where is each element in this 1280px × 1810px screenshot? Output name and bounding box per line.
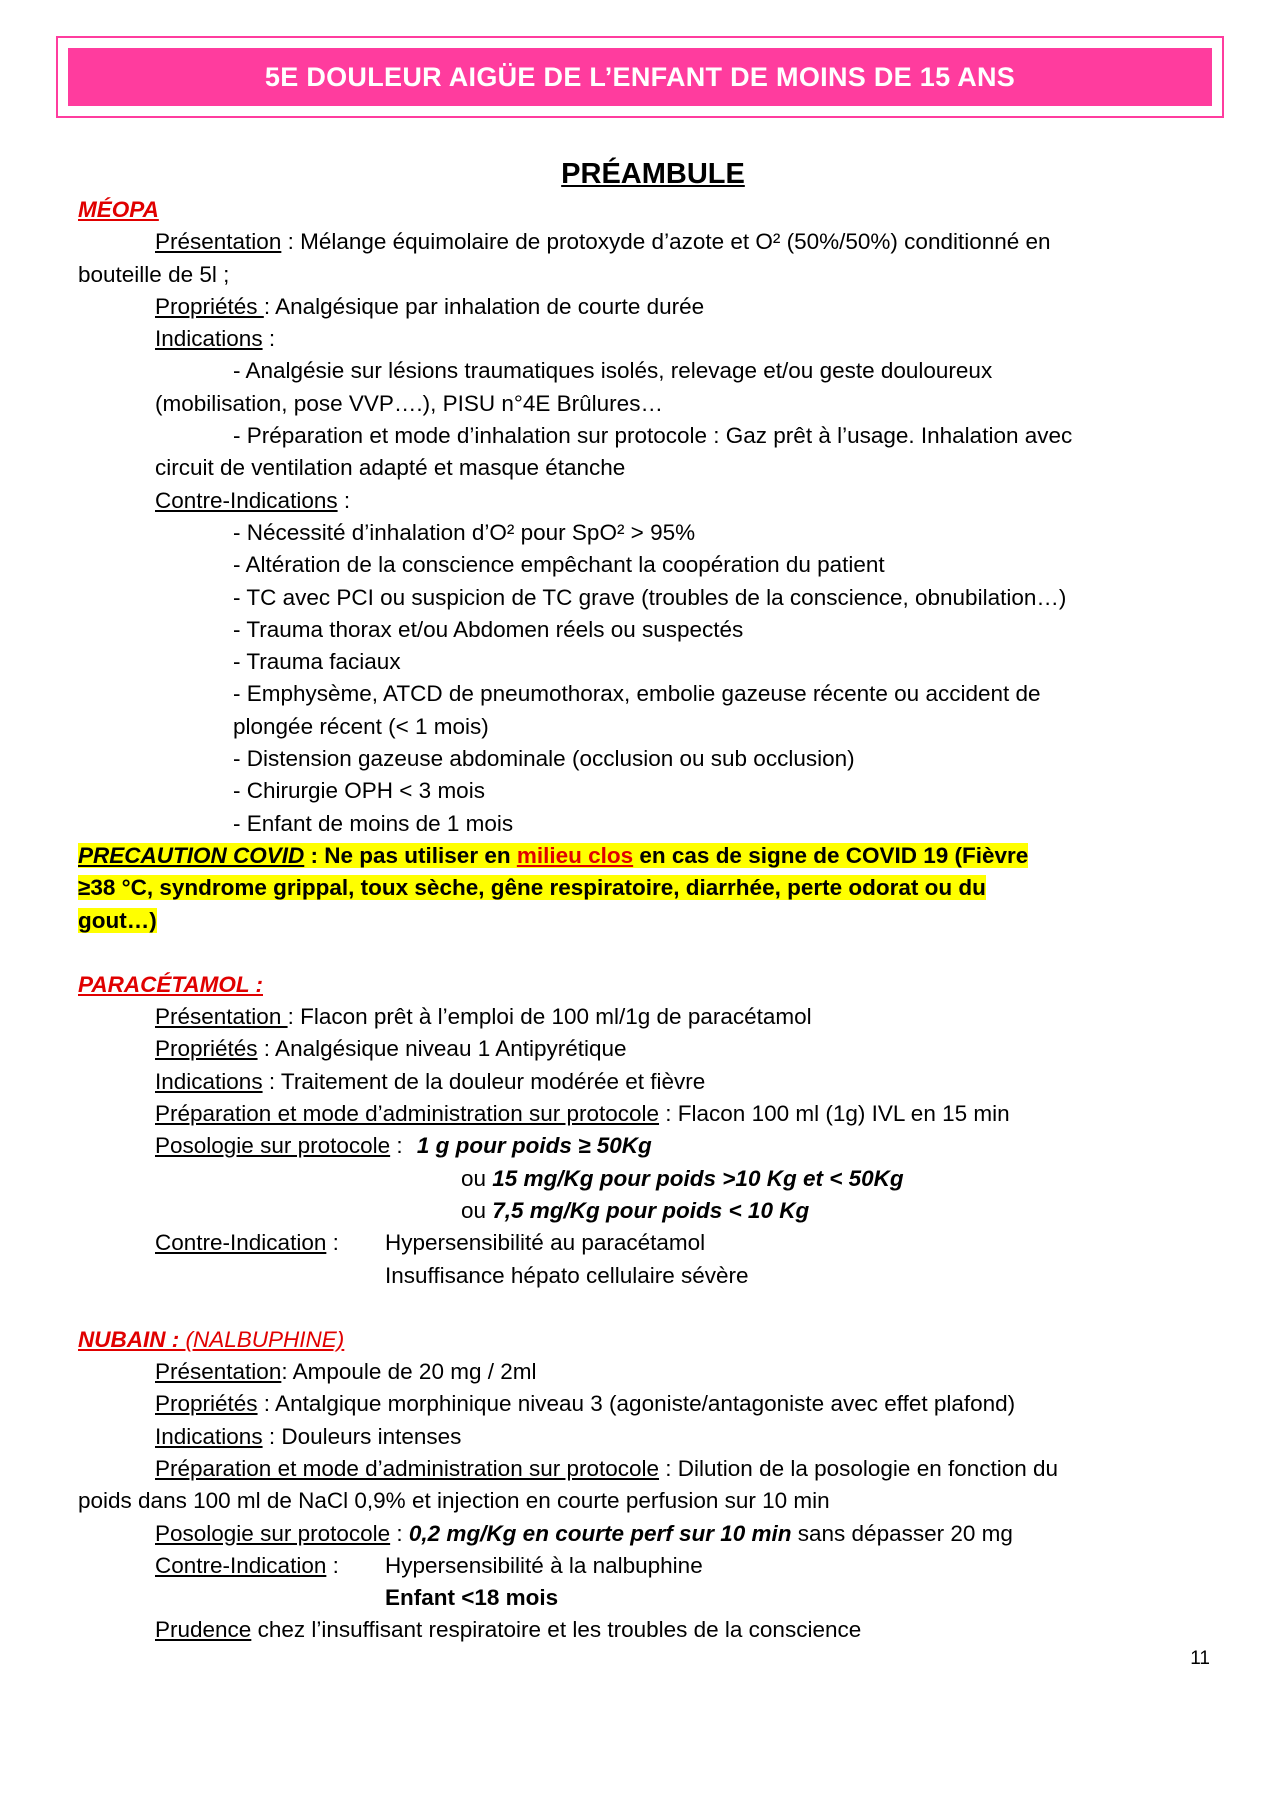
- title-banner: [56, 36, 1224, 118]
- label: Contre-Indications: [155, 487, 338, 513]
- covid-label: PRECAUTION COVID: [78, 842, 305, 868]
- page-number: 11: [1190, 1648, 1210, 1669]
- nubain-proprietes: [78, 1388, 1228, 1420]
- nubain-heading-sub: (NALBUPHINE): [185, 1326, 345, 1352]
- meopa-ci-item: - Distension gazeuse abdominale (occlusion ou sub occlusion): [233, 746, 855, 772]
- label: Propriétés: [155, 293, 264, 319]
- dose-text: 0,2 mg/Kg en courte perf sur 10 min: [408, 1520, 792, 1546]
- text: : Flacon 100 ml (1g) IVL en 15 min: [659, 1101, 1010, 1127]
- meopa-presentation-cont: bouteille de 5l ;: [78, 261, 230, 287]
- paracetamol-prep: [78, 1098, 1228, 1130]
- page-content: [78, 156, 1228, 1647]
- document-title: 5E DOULEUR AIGÜE DE L’ENFANT DE MOINS DE 15 ANS: [264, 61, 1016, 92]
- covid-text: en cas de signe de COVID 19 (Fièvre: [633, 842, 1029, 868]
- label: Préparation et mode d’administration sur protocole: [155, 1101, 660, 1127]
- meopa-presentation: [78, 226, 1228, 258]
- covid-line-2: [78, 872, 1228, 904]
- text: Hypersensibilité à la nalbuphine: [385, 1552, 703, 1578]
- nubain-prudence: [78, 1614, 1228, 1646]
- text: :: [390, 1133, 409, 1159]
- paracetamol-poso-1: [78, 1130, 1228, 1162]
- preamble-title: PRÉAMBULE: [561, 158, 745, 190]
- label: Posologie sur protocole: [155, 1133, 391, 1159]
- title-banner-inner: [66, 46, 1214, 108]
- meopa-ci: [78, 485, 1228, 517]
- text: : Antalgique morphinique niveau 3 (agoniste/antagoniste avec effet plafond): [257, 1391, 1016, 1417]
- text: : Douleurs intenses: [262, 1423, 462, 1449]
- label: Indications: [155, 1068, 263, 1094]
- label: Posologie sur protocole: [155, 1520, 391, 1546]
- paracetamol-proprietes: [78, 1033, 1228, 1065]
- text: ou: [461, 1165, 493, 1191]
- text: : Dilution de la posologie en fonction du: [659, 1455, 1059, 1481]
- meopa-ind1-b: (mobilisation, pose VVP….), PISU n°4E Brûlures…: [155, 390, 663, 416]
- label: Contre-Indication: [155, 1230, 327, 1256]
- meopa-ci-item: - Emphysème, ATCD de pneumothorax, embolie gazeuse récente ou accident de: [233, 681, 1041, 707]
- nubain-prep: [78, 1453, 1228, 1485]
- paracetamol-presentation: [78, 1001, 1228, 1033]
- meopa-ci-item: - TC avec PCI ou suspicion de TC grave (troubles de la conscience, obnubilation…): [233, 584, 1067, 610]
- dose-text: 7,5 mg/Kg pour poids < 10 Kg: [492, 1197, 810, 1223]
- text: : Analgésique niveau 1 Antipyrétique: [257, 1036, 627, 1062]
- text: : Ampoule de 20 mg / 2ml: [281, 1359, 537, 1385]
- label: Préparation et mode d’administration sur protocole: [155, 1455, 660, 1481]
- covid-red-text: milieu clos: [516, 842, 634, 868]
- label: Prudence: [155, 1617, 252, 1643]
- nubain-heading-text: NUBAIN :: [78, 1326, 186, 1352]
- meopa-ci-item: - Trauma faciaux: [233, 649, 401, 675]
- label: Présentation: [155, 1359, 282, 1385]
- covid-line-1: [78, 840, 1228, 872]
- meopa-ind2-b: circuit de ventilation adapté et masque étanche: [155, 455, 626, 481]
- nubain-poso: [78, 1518, 1228, 1550]
- text: ou: [461, 1197, 493, 1223]
- label: Contre-Indication: [155, 1552, 327, 1578]
- paracetamol-indications: [78, 1066, 1228, 1098]
- label: Propriétés: [155, 1036, 258, 1062]
- nubain-prep-cont: poids dans 100 ml de NaCl 0,9% et injection en courte perfusion sur 10 min: [78, 1488, 830, 1514]
- nubain-ci-2: Enfant <18 mois: [385, 1585, 559, 1611]
- dose-text: 1 g pour poids ≥ 50Kg: [416, 1133, 652, 1159]
- nubain-ci-1: [78, 1550, 1228, 1582]
- meopa-ci-item: plongée récent (< 1 mois): [233, 713, 489, 739]
- paracetamol-ci-2: Insuffisance hépato cellulaire sévère: [385, 1262, 749, 1288]
- text: : Flacon prêt à l’emploi de 100 ml/1g de paracétamol: [287, 1004, 812, 1030]
- text: sans dépasser 20 mg: [791, 1520, 1013, 1546]
- covid-text: ≥38 °C, syndrome grippal, toux sèche, gêne respiratoire, diarrhée, perte odorat ou du: [78, 875, 986, 901]
- meopa-ind1-a: - Analgésie sur lésions traumatiques isolés, relevage et/ou geste douloureux: [233, 358, 993, 384]
- covid-text: : Ne pas utiliser en: [304, 842, 517, 868]
- paracetamol-heading: [78, 969, 1228, 1001]
- text: : Analgésique par inhalation de courte durée: [263, 293, 705, 319]
- text: : Mélange équimolaire de protoxyde d’azote et O² (50%/50%) conditionné en: [281, 229, 1051, 255]
- meopa-ci-item: - Trauma thorax et/ou Abdomen réels ou suspectés: [233, 616, 744, 642]
- text: Hypersensibilité au paracétamol: [385, 1230, 706, 1256]
- label: Présentation: [155, 229, 282, 255]
- dose-text: 15 mg/Kg pour poids >10 Kg et < 50Kg: [492, 1165, 904, 1191]
- nubain-presentation: [78, 1356, 1228, 1388]
- label: Indications: [155, 326, 263, 352]
- meopa-indications: [78, 323, 1228, 355]
- meopa-proprietes: [78, 291, 1228, 323]
- meopa-heading-text: MÉOPA: [78, 197, 159, 222]
- meopa-ci-item: - Altération de la conscience empêchant la coopération du patient: [233, 552, 885, 578]
- text: :: [326, 1552, 339, 1578]
- meopa-ci-item: - Chirurgie OPH < 3 mois: [233, 778, 485, 804]
- label: Présentation: [155, 1004, 288, 1030]
- text: : Traitement de la douleur modérée et fièvre: [262, 1068, 706, 1094]
- meopa-ci-item: - Enfant de moins de 1 mois: [233, 810, 514, 836]
- nubain-indications: [78, 1421, 1228, 1453]
- meopa-heading: [78, 194, 1228, 226]
- text: :: [337, 487, 351, 513]
- meopa-ind2-a: - Préparation et mode d’inhalation sur protocole : Gaz prêt à l’usage. Inhalation avec: [233, 423, 1073, 449]
- text: :: [262, 326, 276, 352]
- label: Propriétés: [155, 1391, 258, 1417]
- text: chez l’insuffisant respiratoire et les troubles de la conscience: [251, 1617, 862, 1643]
- paracetamol-ci-1: [78, 1227, 1228, 1259]
- text: :: [326, 1230, 339, 1256]
- covid-text: gout…): [78, 907, 157, 933]
- nubain-heading: [78, 1324, 1228, 1356]
- text: :: [390, 1520, 409, 1546]
- label: Indications: [155, 1423, 263, 1449]
- paracetamol-poso-2: [78, 1163, 1228, 1195]
- covid-line-3: [78, 905, 1228, 937]
- paracetamol-heading-text: PARACÉTAMOL :: [78, 971, 263, 997]
- meopa-ci-item: - Nécessité d’inhalation d’O² pour SpO² > 95%: [233, 519, 696, 545]
- paracetamol-poso-3: [78, 1195, 1228, 1227]
